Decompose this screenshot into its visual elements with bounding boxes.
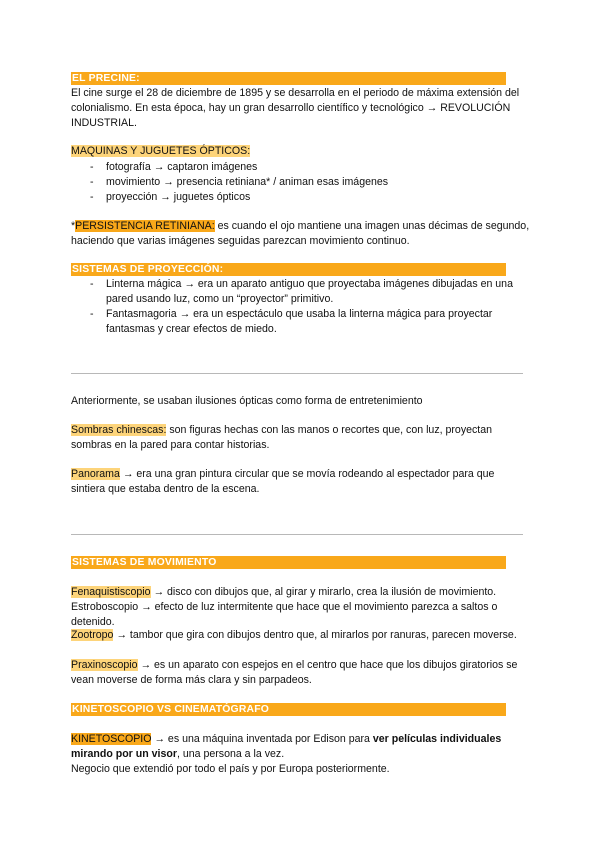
section-heading-movimiento: SISTEMAS DE MOVIMIENTO [71,556,506,569]
zootropo-paragraph [71,628,531,643]
list-dash: - [90,161,94,173]
list-dash: - [90,191,94,203]
maquinas-heading: MAQUINAS Y JUGUETES ÓPTICOS: [71,145,251,157]
persistencia-term: PERSISTENCIA RETINIANA: [75,220,215,232]
section-heading-kineto: KINETOSCOPIO VS CINEMATÓGRAFO [71,703,506,716]
list-item-text: Linterna mágica → era un aparato antiguo que proyectaba imágenes dibujadas en una pared usando luz, como un “proyector” primitivo. [106,278,513,305]
section-heading-precine: EL PRECINE: [71,72,506,85]
sombras-text: son figuras hechas con las manos o recortes que, con luz, proyectan sombras en la pared para contar historias. [71,424,493,451]
sombras-paragraph [71,423,531,453]
list-item-text: movimiento → presencia retiniana* / animan esas imágenes [106,176,389,188]
sombras-term: Sombras chinescas: [71,424,167,436]
persistencia-text: es cuando el ojo mantiene una imagen unas décimas de segundo, haciendo que varias imágenes seguidas parezcan movimiento continuo. [71,220,530,247]
list-item-text: fotografía → captaron imágenes [106,161,258,173]
divider [71,534,523,535]
list-dash: - [90,278,94,290]
kinetoscopio-bold: ver películas individuales mirando por un visor [71,733,502,760]
praxinoscopio-term: Praxinoscopio [71,659,138,671]
panorama-term: Panorama [71,468,120,480]
persistencia-prefix: * [71,220,76,232]
zootropo-term: Zootropo [71,629,114,641]
list-item [90,307,530,337]
estroboscopio-paragraph: Estroboscopio → efecto de luz intermitente que hace que el movimiento parezca a saltos o detenido. [71,601,498,628]
list-item-text: proyección → juguetes ópticos [106,191,251,203]
list-dash: - [90,308,94,320]
list-item [90,277,530,307]
divider [71,373,523,374]
list-dash: - [90,176,94,188]
list-item [90,160,530,175]
praxinoscopio-text: → es un aparato con espejos en el centro que hace que los dibujos giratorios se vean moverse de forma más clara y sin parpadeos. [71,659,518,686]
persistencia-paragraph [71,219,531,249]
kinetoscopio-line-2: Negocio que extendió por todo el país y por Europa posteriormente. [71,763,390,775]
section-heading-proyeccion: SISTEMAS DE PROYECCIÓN: [71,263,506,276]
kinetoscopio-text-2: , una persona a la vez. [176,748,285,760]
kinetoscopio-term: KINETOSCOPIO [71,733,152,745]
kinetoscopio-paragraph [71,732,531,762]
proyeccion-list [90,277,530,337]
fenaquistiscopio-term: Fenaquistiscopio [71,586,151,598]
maquinas-heading-line [71,144,531,159]
panorama-text: → era una gran pintura circular que se movía rodeando al espectador para que sintiera que estaba dentro de la escena. [71,468,495,495]
fenaquistiscopio-paragraph [71,585,531,600]
panorama-paragraph [71,467,531,497]
list-item [90,175,530,190]
zootropo-text: → tambor que gira con dibujos dentro que, al mirarlos por ranuras, parecen moverse. [113,629,517,641]
precine-paragraph: El cine surge el 28 de diciembre de 1895 y se desarrolla en el periodo de máxima extensión del colonialismo. En esta época, hay un gran desarrollo científico y tecnológico → REVOLUCIÓN INDUSTRIAL. [71,87,520,129]
maquinas-list [90,160,530,205]
ilusiones-intro: Anteriormente, se usaban ilusiones ópticas como forma de entretenimiento [71,395,423,407]
fenaquistiscopio-text: → disco con dibujos que, al girar y mirarlo, crea la ilusión de movimiento. [150,586,497,598]
kinetoscopio-text-1: → es una máquina inventada por Edison para [151,733,373,745]
list-item [90,190,530,205]
list-item-text: Fantasmagoria → era un espectáculo que usaba la linterna mágica para proyectar fantasmas y crear efectos de miedo. [106,308,493,335]
praxinoscopio-paragraph [71,658,531,688]
